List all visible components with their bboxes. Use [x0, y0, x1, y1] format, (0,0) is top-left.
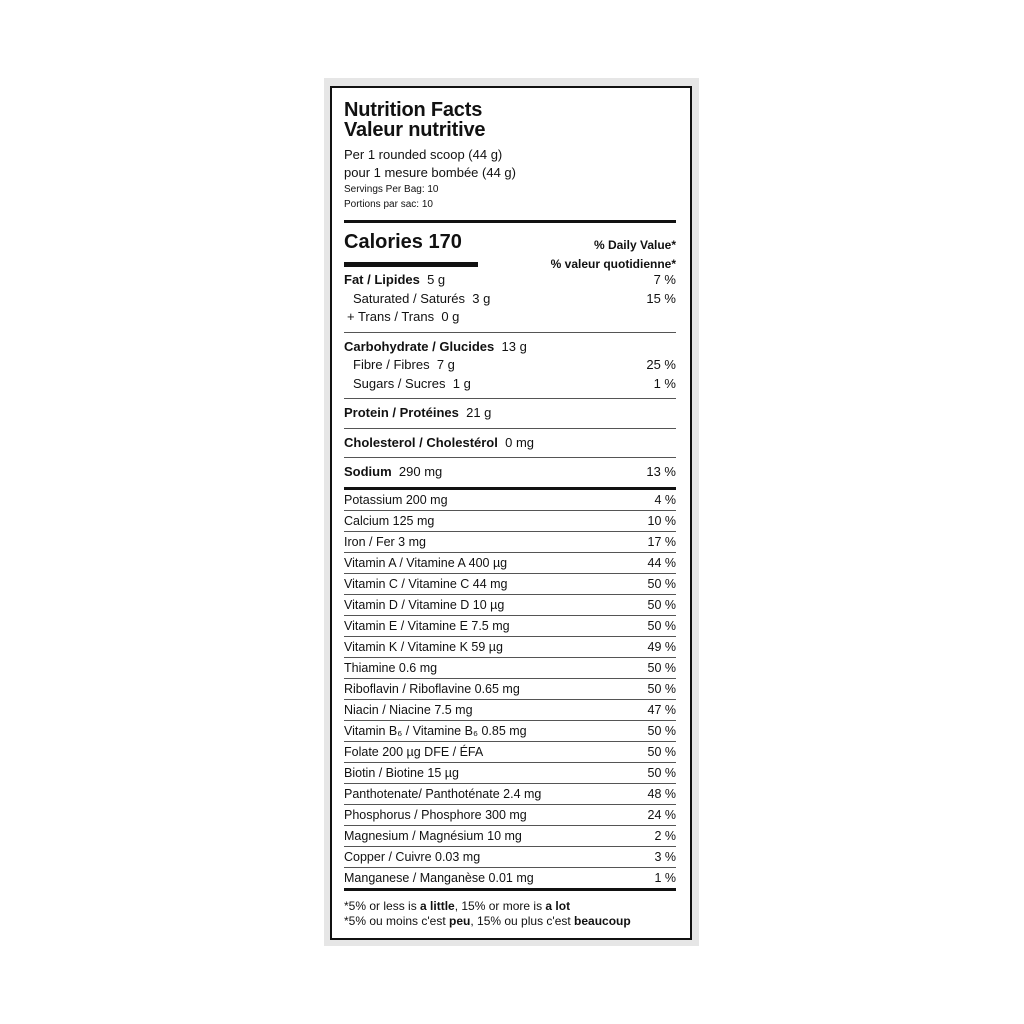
nutrient-name: Vitamin E / Vitamine E 7.5 mg [344, 618, 510, 633]
nutrient-name: Calcium 125 mg [344, 513, 435, 528]
fat-row [344, 271, 676, 290]
title-fr: Valeur nutritive [344, 119, 486, 141]
nutrient-pct: 50 % [647, 660, 676, 675]
fat-name: Fat / Lipides [344, 272, 420, 287]
nutrition-facts-label [330, 86, 692, 940]
footnote-emphasis: peu [449, 913, 471, 928]
carb-name: Carbohydrate / Glucides [344, 338, 495, 354]
footnote [344, 899, 676, 929]
nutrient-pct: 10 % [647, 513, 676, 528]
nutrient-name: Niacin / Niacine 7.5 mg [344, 702, 473, 717]
trans-amount: 0 g [441, 309, 460, 324]
cholesterol-row [344, 434, 676, 453]
protein-amount: 21 g [466, 405, 492, 420]
protein-name: Protein / Protéines [344, 405, 459, 420]
nutrient-name: Thiamine 0.6 mg [344, 660, 438, 675]
daily-value-header [551, 236, 676, 274]
saturated-pct: 15 % [646, 290, 676, 306]
daily-value-en: % Daily Value* [593, 238, 676, 252]
cholesterol-amount: 0 mg [505, 434, 535, 450]
minerals-list [344, 490, 676, 888]
nutrient-name: Iron / Fer 3 mg [344, 534, 426, 549]
nutrient-pct: 50 % [647, 576, 676, 591]
servings-per-bag-fr: Portions par sac: 10 [344, 199, 433, 210]
sodium-pct: 13 % [646, 464, 676, 479]
sodium-name: Sodium [344, 464, 392, 479]
nutrient-name: Vitamin C / Vitamine C 44 mg [344, 576, 508, 591]
nutrient-name: Vitamin A / Vitamine A 400 µg [344, 555, 508, 570]
nutrient-name: Potassium 200 mg [344, 492, 448, 507]
nutrient-name: Panthotenate/ Panthoténate 2.4 mg [344, 786, 542, 801]
calories: Calories 170 [344, 231, 462, 253]
fibre-amount: 7 g [436, 357, 455, 372]
fibre-row [344, 356, 676, 375]
sugars-row [344, 375, 676, 394]
footnote-emphasis: a lot [545, 898, 571, 913]
carb-amount: 13 g [501, 338, 527, 354]
nutrient-row [344, 742, 676, 763]
footnote-emphasis: beaucoup [574, 913, 631, 928]
fat-pct: 7 % [653, 272, 676, 287]
fat-amount: 5 g [427, 272, 446, 287]
calories-bar [344, 262, 478, 267]
nutrient-row [344, 847, 676, 868]
footnote-en [344, 899, 676, 914]
nutrient-pct: 50 % [647, 597, 676, 612]
protein-row [344, 404, 676, 423]
nutrient-row [344, 784, 676, 805]
nutrient-pct: 44 % [647, 555, 676, 570]
sugars-pct: 1 % [653, 375, 676, 391]
serving-size-en: Per 1 rounded scoop (44 g) [344, 147, 503, 162]
title-en: Nutrition Facts [344, 99, 483, 121]
nutrient-pct: 50 % [647, 744, 676, 759]
nutrient-name: Copper / Cuivre 0.03 mg [344, 849, 481, 864]
nutrient-name: Biotin / Biotine 15 µg [344, 765, 459, 780]
nutrient-name: Riboflavin / Riboflavine 0.65 mg [344, 681, 520, 696]
nutrient-pct: 3 % [654, 849, 676, 864]
footnote-text: , 15% or more is [454, 898, 546, 913]
nutrient-row [344, 616, 676, 637]
nutrient-row [344, 805, 676, 826]
nutrient-pct: 4 % [654, 492, 676, 507]
nutrient-pct: 24 % [647, 807, 676, 822]
footnote-fr [344, 914, 676, 929]
nutrient-pct: 50 % [647, 681, 676, 696]
nutrient-pct: 49 % [647, 639, 676, 654]
nutrient-row [344, 658, 676, 679]
saturated-row [344, 290, 676, 309]
fibre-pct: 25 % [646, 357, 676, 372]
nutrient-row [344, 595, 676, 616]
nutrient-row [344, 679, 676, 700]
footnote-emphasis: a little [420, 898, 455, 913]
nutrient-name: Vitamin D / Vitamine D 10 µg [344, 597, 505, 612]
nutrient-row [344, 553, 676, 574]
nutrient-pct: 50 % [647, 618, 676, 633]
sugars-name: Sugars / Sucres [353, 375, 446, 391]
sodium-row [344, 463, 676, 482]
nutrient-row [344, 700, 676, 721]
saturated-name: Saturated / Saturés [353, 290, 466, 306]
nutrient-name: Vitamin B₆ / Vitamine B₆ 0.85 mg [344, 723, 527, 738]
footnote-text: *5% or less is [344, 898, 421, 913]
nutrient-name: Manganese / Manganèse 0.01 mg [344, 870, 534, 885]
nutrient-name: Vitamin K / Vitamine K 59 µg [344, 639, 503, 654]
nutrient-row [344, 826, 676, 847]
nutrient-pct: 17 % [647, 534, 676, 549]
footnote-text: *5% ou moins c'est [344, 913, 450, 928]
divider-thick [344, 888, 676, 891]
nutrient-pct: 2 % [654, 828, 676, 843]
nutrient-row [344, 637, 676, 658]
footnote-text: , 15% ou plus c'est [470, 913, 575, 928]
trans-name: + Trans / Trans [347, 309, 435, 324]
calories-section [344, 223, 676, 271]
nutrient-pct: 50 % [647, 765, 676, 780]
servings-per-bag-en: Servings Per Bag: 10 [344, 184, 439, 195]
nutrient-row [344, 490, 676, 511]
nutrient-row [344, 721, 676, 742]
nutrient-row [344, 532, 676, 553]
nutrient-name: Folate 200 µg DFE / ÉFA [344, 744, 484, 759]
sodium-amount: 290 mg [398, 464, 443, 479]
nutrient-pct: 47 % [647, 702, 676, 717]
sugars-amount: 1 g [452, 375, 471, 391]
cholesterol-name: Cholesterol / Cholestérol [344, 434, 498, 450]
nutrient-row [344, 763, 676, 784]
saturated-amount: 3 g [472, 290, 491, 306]
nutrient-name: Magnesium / Magnésium 10 mg [344, 828, 522, 843]
nutrient-pct: 1 % [654, 870, 676, 885]
serving-size-fr: pour 1 mesure bombée (44 g) [344, 165, 516, 180]
nutrient-row [344, 868, 676, 888]
carbohydrate-row [344, 338, 676, 357]
fibre-name: Fibre / Fibres [353, 357, 430, 372]
nutrient-row [344, 574, 676, 595]
nutrient-pct: 48 % [647, 786, 676, 801]
trans-row [344, 308, 676, 327]
nutrient-row [344, 511, 676, 532]
nutrient-pct: 50 % [647, 723, 676, 738]
nutrient-name: Phosphorus / Phosphore 300 mg [344, 807, 527, 822]
daily-value-fr: % valeur quotidienne* [550, 257, 676, 271]
